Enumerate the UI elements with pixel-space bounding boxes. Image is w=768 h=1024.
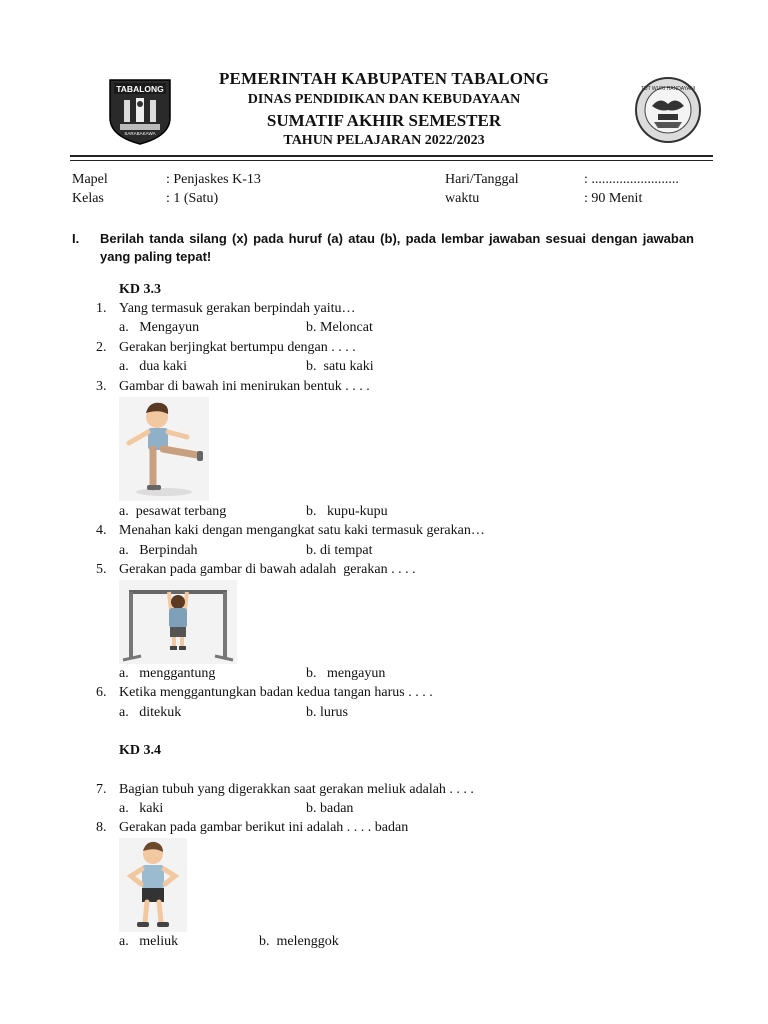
question-3-option-b: b. kupu-kupu xyxy=(306,504,388,519)
header-exam-title: SUMATIF AKHIR SEMESTER xyxy=(266,111,502,130)
question-4-option-a: a. Berpindah xyxy=(119,543,198,558)
boy-hanging-bar-illustration xyxy=(119,580,237,664)
question-4-number: 4. xyxy=(96,523,107,538)
question-1-text: Yang termasuk gerakan berpindah yaitu… xyxy=(119,301,356,316)
section-kd-3-3: KD 3.3 xyxy=(119,282,161,297)
question-1-option-a: a. Mengayun xyxy=(119,320,200,335)
question-1-option-b: b. Meloncat xyxy=(306,320,373,335)
waktu-label: waktu xyxy=(445,191,480,206)
boy-balancing-illustration xyxy=(119,397,209,501)
question-6-option-b: b. lurus xyxy=(306,705,348,720)
header-school-year: TAHUN PELAJARAN 2022/2023 xyxy=(283,133,485,148)
question-4-option-b: b. di tempat xyxy=(306,543,373,558)
header-government: PEMERINTAH KABUPATEN TABALONG xyxy=(218,69,550,88)
question-4-text: Menahan kaki dengan mengangkat satu kaki termasuk gerakan… xyxy=(119,523,485,538)
question-5-option-a: a. menggantung xyxy=(119,666,216,681)
question-2-text: Gerakan berjingkat bertumpu dengan . . . . xyxy=(119,340,356,355)
question-8-text: Gerakan pada gambar berikut ini adalah . . . . badan xyxy=(119,820,409,835)
boy-bending-illustration xyxy=(119,838,187,932)
waktu-value: : 90 Menit xyxy=(584,191,643,206)
hari-label: Hari/Tanggal xyxy=(445,172,519,187)
header-divider-thick xyxy=(70,155,713,157)
question-2-option-a: a. dua kaki xyxy=(119,359,188,374)
question-6-number: 6. xyxy=(96,685,107,700)
question-2-number: 2. xyxy=(96,340,107,355)
question-5-number: 5. xyxy=(96,562,107,577)
question-7-text: Bagian tubuh yang digerakkan saat gerakan meliuk adalah . . . . xyxy=(119,782,474,797)
hari-value: : ......................... xyxy=(584,172,679,187)
svg-text:SARABAKAWA: SARABAKAWA xyxy=(124,131,156,136)
question-7-option-a: a. kaki xyxy=(119,801,164,816)
question-3-text: Gambar di bawah ini menirukan bentuk . . . . xyxy=(119,379,370,394)
kelas-label: Kelas xyxy=(72,191,104,206)
question-1-number: 1. xyxy=(96,301,107,316)
question-7-option-b: b. badan xyxy=(306,801,354,816)
svg-text:TABALONG: TABALONG xyxy=(116,84,164,94)
header-department: DINAS PENDIDIKAN DAN KEBUDAYAAN xyxy=(247,92,521,107)
question-3-option-a: a. pesawat terbang xyxy=(119,504,227,519)
question-2-option-b: b. satu kaki xyxy=(306,359,374,374)
mapel-label: Mapel xyxy=(72,172,108,187)
question-5-option-b: b. mengayun xyxy=(306,666,386,681)
instruction-text: Berilah tanda silang (x) pada huruf (a) atau (b), pada lembar jawaban sesuai dengan jawaban yang paling tepat! xyxy=(100,231,694,264)
header-divider-thin xyxy=(70,160,713,161)
question-6-text: Ketika menggantungkan badan kedua tangan harus . . . . xyxy=(119,685,433,700)
question-3-number: 3. xyxy=(96,379,107,394)
question-5-text: Gerakan pada gambar di bawah adalah gerakan . . . . xyxy=(119,562,416,577)
mapel-value: : Penjaskes K-13 xyxy=(166,172,261,187)
question-8-number: 8. xyxy=(96,820,107,835)
question-6-option-a: a. ditekuk xyxy=(119,705,182,720)
question-8-option-b: b. melenggok xyxy=(259,934,339,949)
svg-text:TUT WURI HANDAYANI: TUT WURI HANDAYANI xyxy=(640,86,696,92)
kelas-value: : 1 (Satu) xyxy=(166,191,219,206)
instruction-number: I. xyxy=(72,231,80,246)
section-kd-3-4: KD 3.4 xyxy=(119,743,161,758)
question-8-option-a: a. meliuk xyxy=(119,934,179,949)
question-7-number: 7. xyxy=(96,782,107,797)
